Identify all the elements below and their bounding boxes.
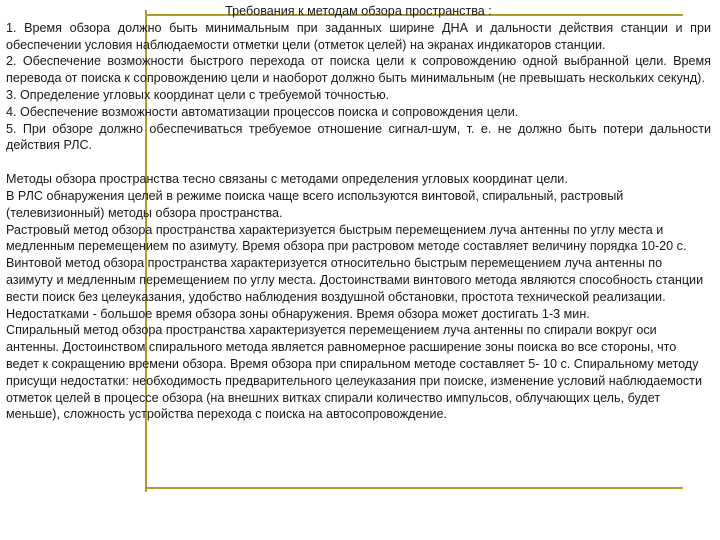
requirement-item: 5. При обзоре должно обеспечиваться требуемое отношение сигнал-шум, т. е. не должно быть потери дальности действия РЛС. — [6, 121, 711, 153]
slide-title: Требования к методам обзора пространства : — [225, 4, 492, 18]
paragraph: Спиральный метод обзора пространства характеризуется перемещением луча антенны по спирали вокруг оси антенны. Достоинством спирального метода является равномерное расширение зоны поиска во все стороны, что ведет к сокращению времени обзора. Время обзора при спиральном методе составляет 5- 10 с. Спиральному методу присущи недостатки: необходимость предварительного целеуказания при поиске, изменение условий наблюдаемости отметок целей в процессе обзора (на внешних витках спирали количество импульсов, облучающих цель, будет меньше), сложность устройства перехода с поиска на автосопровождение. — [6, 323, 702, 422]
paragraph: Винтовой метод обзора пространства характеризуется относительно быстрым перемещением луча антенны по азимуту и медленным перемещением по углу места. Достоинствами винтового метода являются способность станции вести поиск без целеуказания, удобство наблюдения воздушной обстановки, простота технической реализации. Недостатками - большое время обзора зоны обнаружения. Время обзора может достигать 1-3 мин. — [6, 256, 704, 321]
paragraph: Методы обзора пространства тесно связаны с методами определения угловых координат цели. — [6, 172, 568, 187]
requirement-item: 2. Обеспечение возможности быстрого перехода от поиска цели к сопровождению одной выбранной цели. Время перевода от поиска к сопровождению цели и наоборот должно быть минимальным (не превышать нескольких секунд). — [6, 54, 711, 86]
section-spacer — [6, 154, 711, 171]
requirement-item: 4. Обеспечение возможности автоматизации процессов поиска и сопровождения цели. — [6, 104, 519, 119]
paragraph: Растровый метод обзора пространства характеризуется быстрым перемещением луча антенны по углу места и медленным перемещением по азимуту. Время обзора при растровом методе составляет величину порядка 10-20 с. — [6, 222, 687, 254]
requirement-item: 3. Определение угловых координат цели с требуемой точностью. — [6, 87, 390, 102]
paragraph: В РЛС обнаружения целей в режиме поиска чаще всего используются винтовой, спиральный, растровый (телевизионный) методы обзора пространства. — [6, 188, 624, 220]
slide-content — [6, 3, 711, 423]
body-text — [6, 171, 711, 423]
requirement-item: 1. Время обзора должно быть минимальным при заданных ширине ДНА и дальности действия станции и при обеспечении условия наблюдаемости отметки цели (отметок целей) на экранах индикаторов станции. — [6, 20, 711, 52]
decorative-bottom-line — [145, 487, 683, 489]
requirements-list — [6, 20, 711, 154]
